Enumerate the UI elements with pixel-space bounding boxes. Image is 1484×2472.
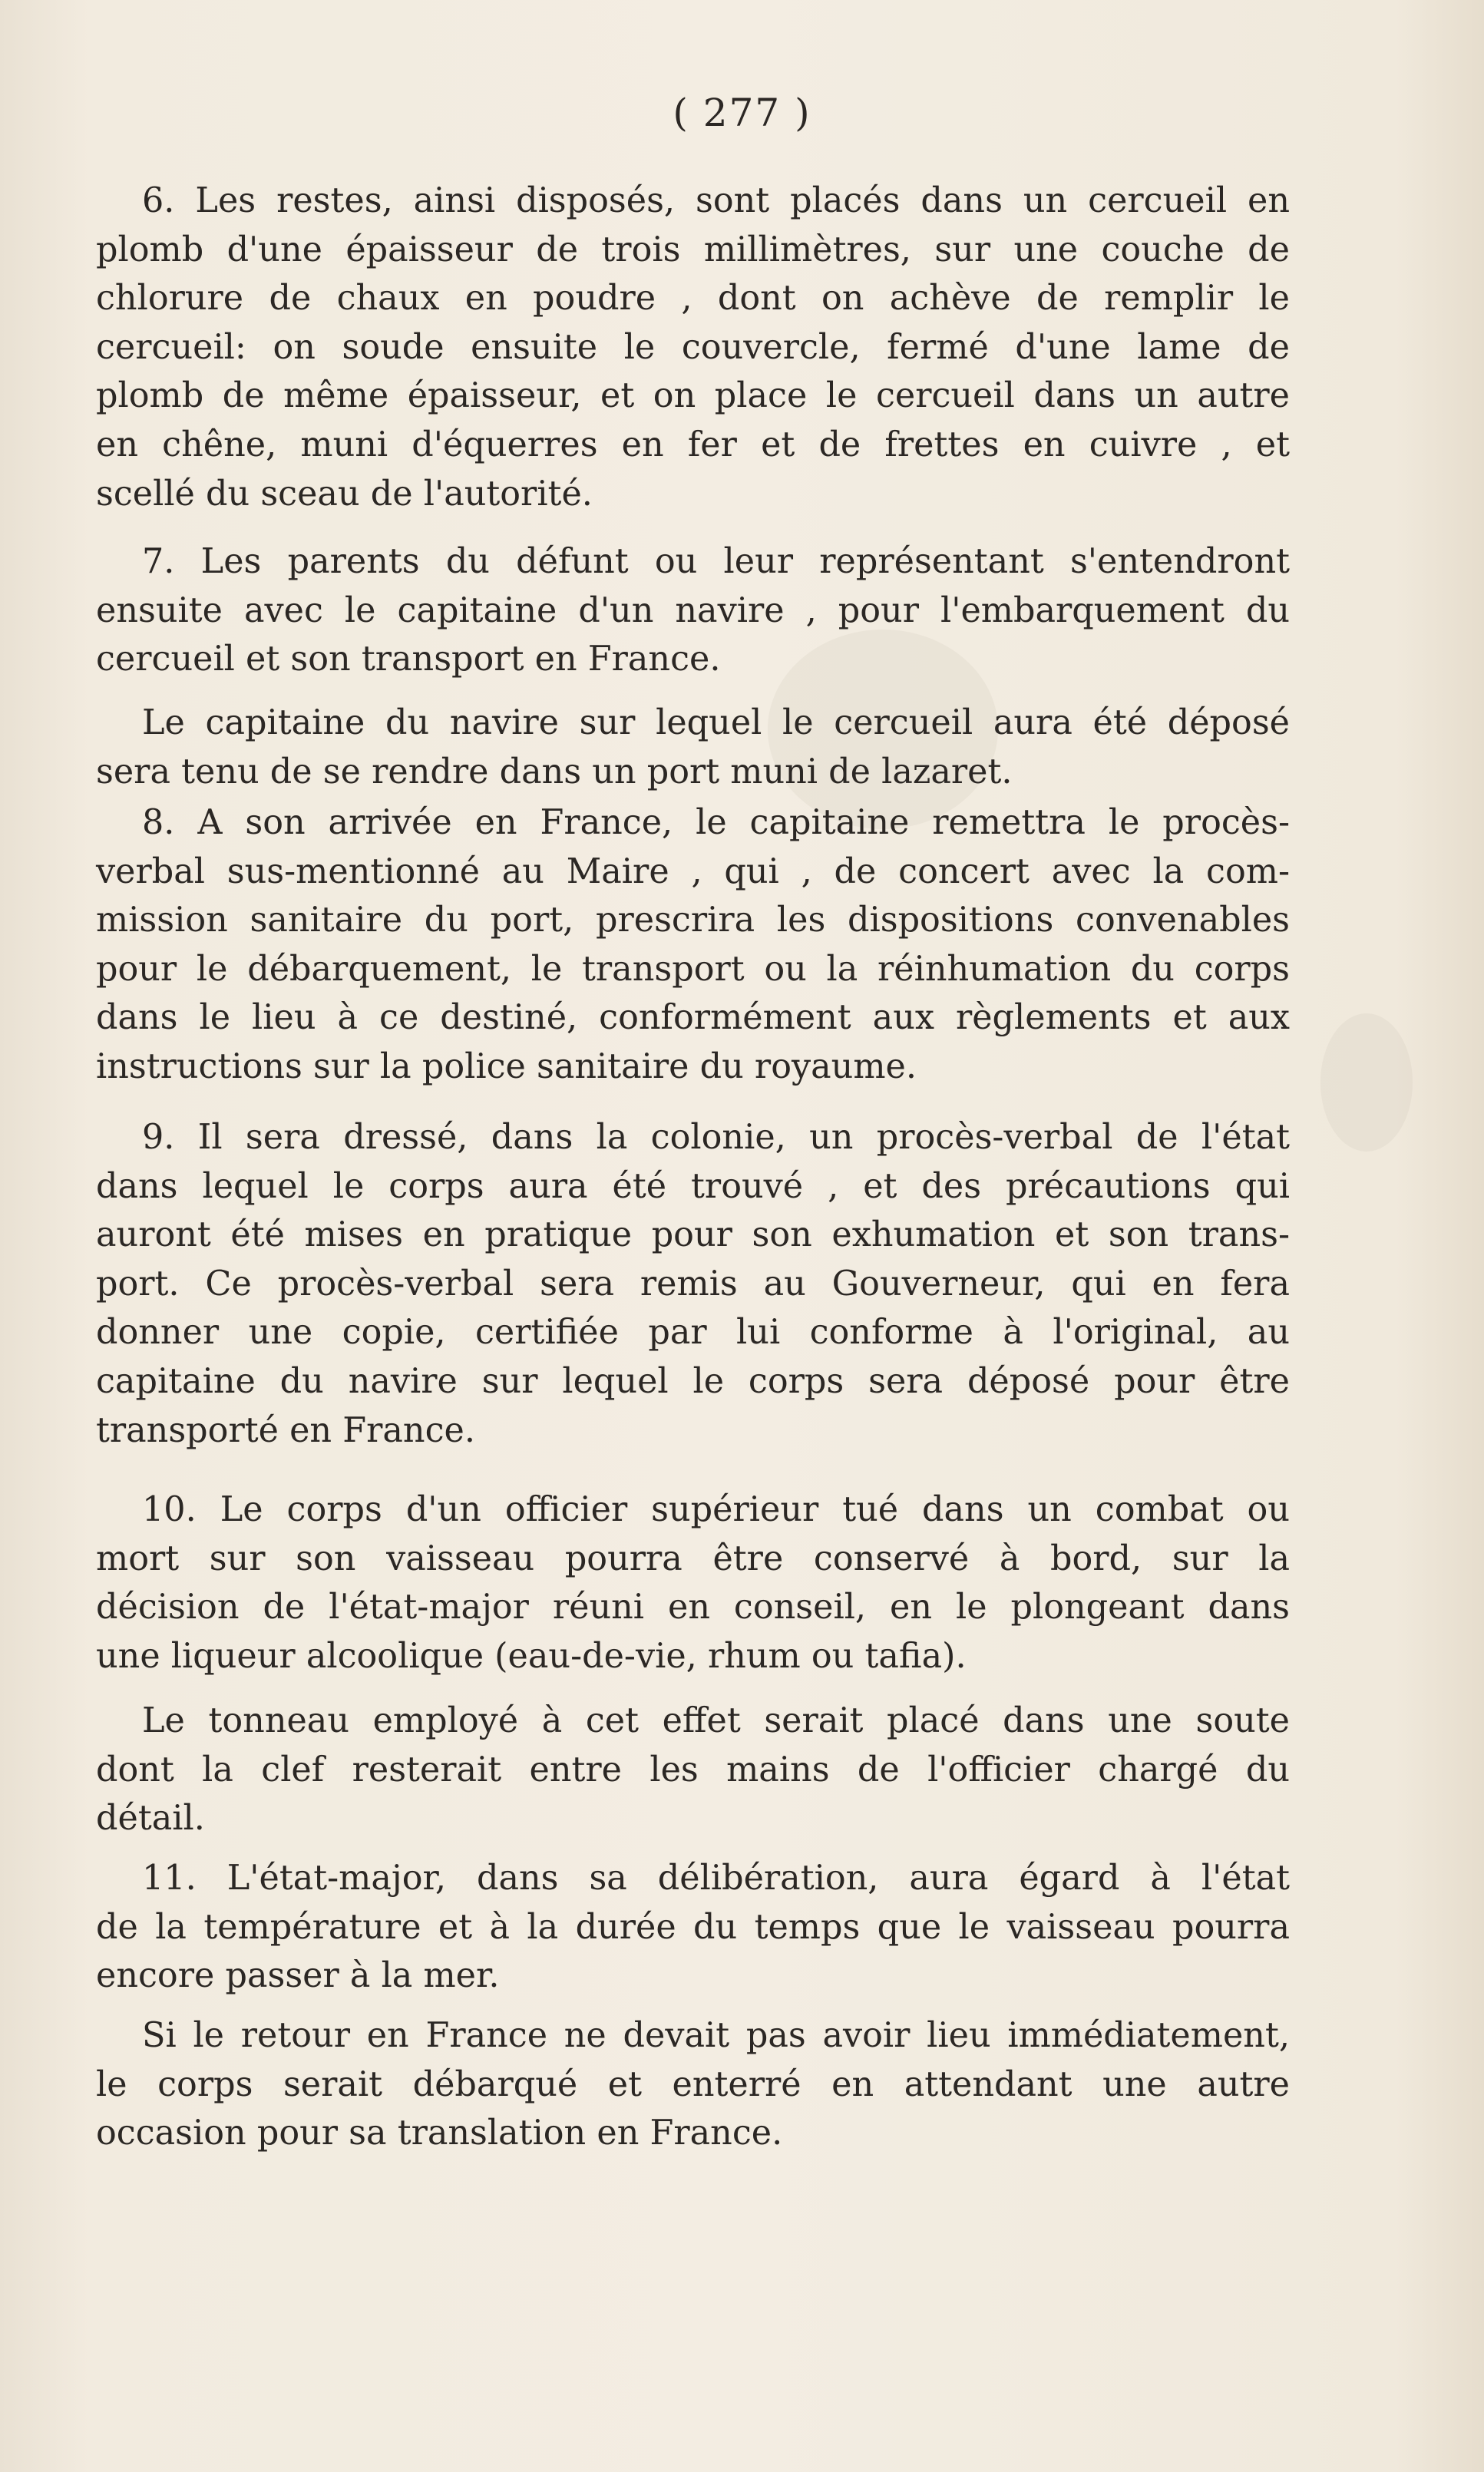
text-line: sera tenu de se rendre dans un port muni de lazaret.: [96, 752, 1013, 792]
paragraph-p7: [96, 537, 1290, 684]
text-line: 9. Il sera dressé, dans la colonie, un procès-verbal de l'état: [142, 1118, 1290, 1157]
text-line: scellé du sceau de l'autorité.: [96, 474, 593, 514]
text-line: plomb d'une épaisseur de trois millimètres, sur une couche de: [96, 230, 1290, 269]
text-line: occasion pour sa translation en France.: [96, 2113, 783, 2153]
text-line: auront été mises en pratique pour son exhumation et son trans-: [96, 1215, 1290, 1255]
text-line: une liqueur alcoolique (eau-de-vie, rhum ou tafia).: [96, 1636, 967, 1676]
text-line: verbal sus-mentionné au Maire , qui , de concert avec la com-: [96, 851, 1290, 891]
paragraph-p10: [96, 1486, 1290, 1680]
paragraph-p7b: [96, 699, 1290, 796]
paragraph-p11: [96, 1854, 1290, 2001]
text-line: ensuite avec le capitaine d'un navire , pour l'embarquement du: [96, 590, 1290, 630]
text-line: 6. Les restes, ainsi disposés, sont placés dans un cercueil en: [142, 181, 1290, 220]
text-line: transporté en France.: [96, 1410, 475, 1450]
paper-stain: [1320, 1013, 1413, 1152]
paragraph-p9: [96, 1113, 1290, 1455]
text-line: cercueil: on soude ensuite le couvercle, fermé d'une lame de: [96, 327, 1290, 367]
text-line: plomb de même épaisseur, et on place le cercueil dans un autre: [96, 376, 1290, 416]
text-line: décision de l'état-major réuni en conseil, en le plongeant dans: [96, 1588, 1290, 1628]
page-number: ( 277 ): [673, 91, 811, 135]
text-line: en chêne, muni d'équerres en fer et de frettes en cuivre , et: [96, 425, 1290, 464]
paragraph-p11b: [96, 2011, 1290, 2158]
text-line: le corps serait débarqué et enterré en attendant une autre: [96, 2064, 1290, 2104]
text-line: instructions sur la police sanitaire du royaume.: [96, 1046, 917, 1086]
text-line: dans le lieu à ce destiné, conformément aux règlements et aux: [96, 998, 1290, 1038]
text-line: donner une copie, certifiée par lui conforme à l'original, au: [96, 1313, 1290, 1353]
paragraph-p10b: [96, 1697, 1290, 1843]
text-line: mission sanitaire du port, prescrira les dispositions convenables: [96, 901, 1290, 940]
paragraph-p8: [96, 798, 1290, 1092]
text-line: détail.: [96, 1799, 205, 1839]
text-line: de la température et à la durée du temps que le vaisseau pourra: [96, 1907, 1290, 1947]
text-line: cercueil et son transport en France.: [96, 639, 721, 679]
text-line: Le tonneau employé à cet effet serait placé dans une soute: [142, 1701, 1290, 1740]
text-line: 8. A son arrivée en France, le capitaine remettra le procès-: [142, 803, 1290, 842]
text-line: encore passer à la mer.: [96, 1956, 500, 1996]
text-line: dont la clef resterait entre les mains de l'officier chargé du: [96, 1750, 1290, 1790]
text-line: Si le retour en France ne devait pas avoir lieu immédiatement,: [142, 2016, 1290, 2055]
text-line: dans lequel le corps aura été trouvé , et des précautions qui: [96, 1166, 1290, 1206]
text-line: chlorure de chaux en poudre , dont on achève de remplir le: [96, 279, 1290, 319]
text-line: capitaine du navire sur lequel le corps sera déposé pour être: [96, 1361, 1290, 1401]
text-line: 11. L'état-major, dans sa délibération, aura égard à l'état: [142, 1859, 1290, 1898]
paragraph-p6: [96, 177, 1290, 518]
text-line: 7. Les parents du défunt ou leur représentant s'entendront: [142, 542, 1290, 581]
text-line: pour le débarquement, le transport ou la réinhumation du corps: [96, 949, 1290, 989]
text-line: port. Ce procès-verbal sera remis au Gouverneur, qui en fera: [96, 1264, 1290, 1304]
text-line: mort sur son vaisseau pourra être conservé à bord, sur la: [96, 1538, 1290, 1578]
text-line: 10. Le corps d'un officier supérieur tué dans un combat ou: [142, 1490, 1290, 1529]
text-line: Le capitaine du navire sur lequel le cercueil aura été déposé: [142, 703, 1290, 742]
